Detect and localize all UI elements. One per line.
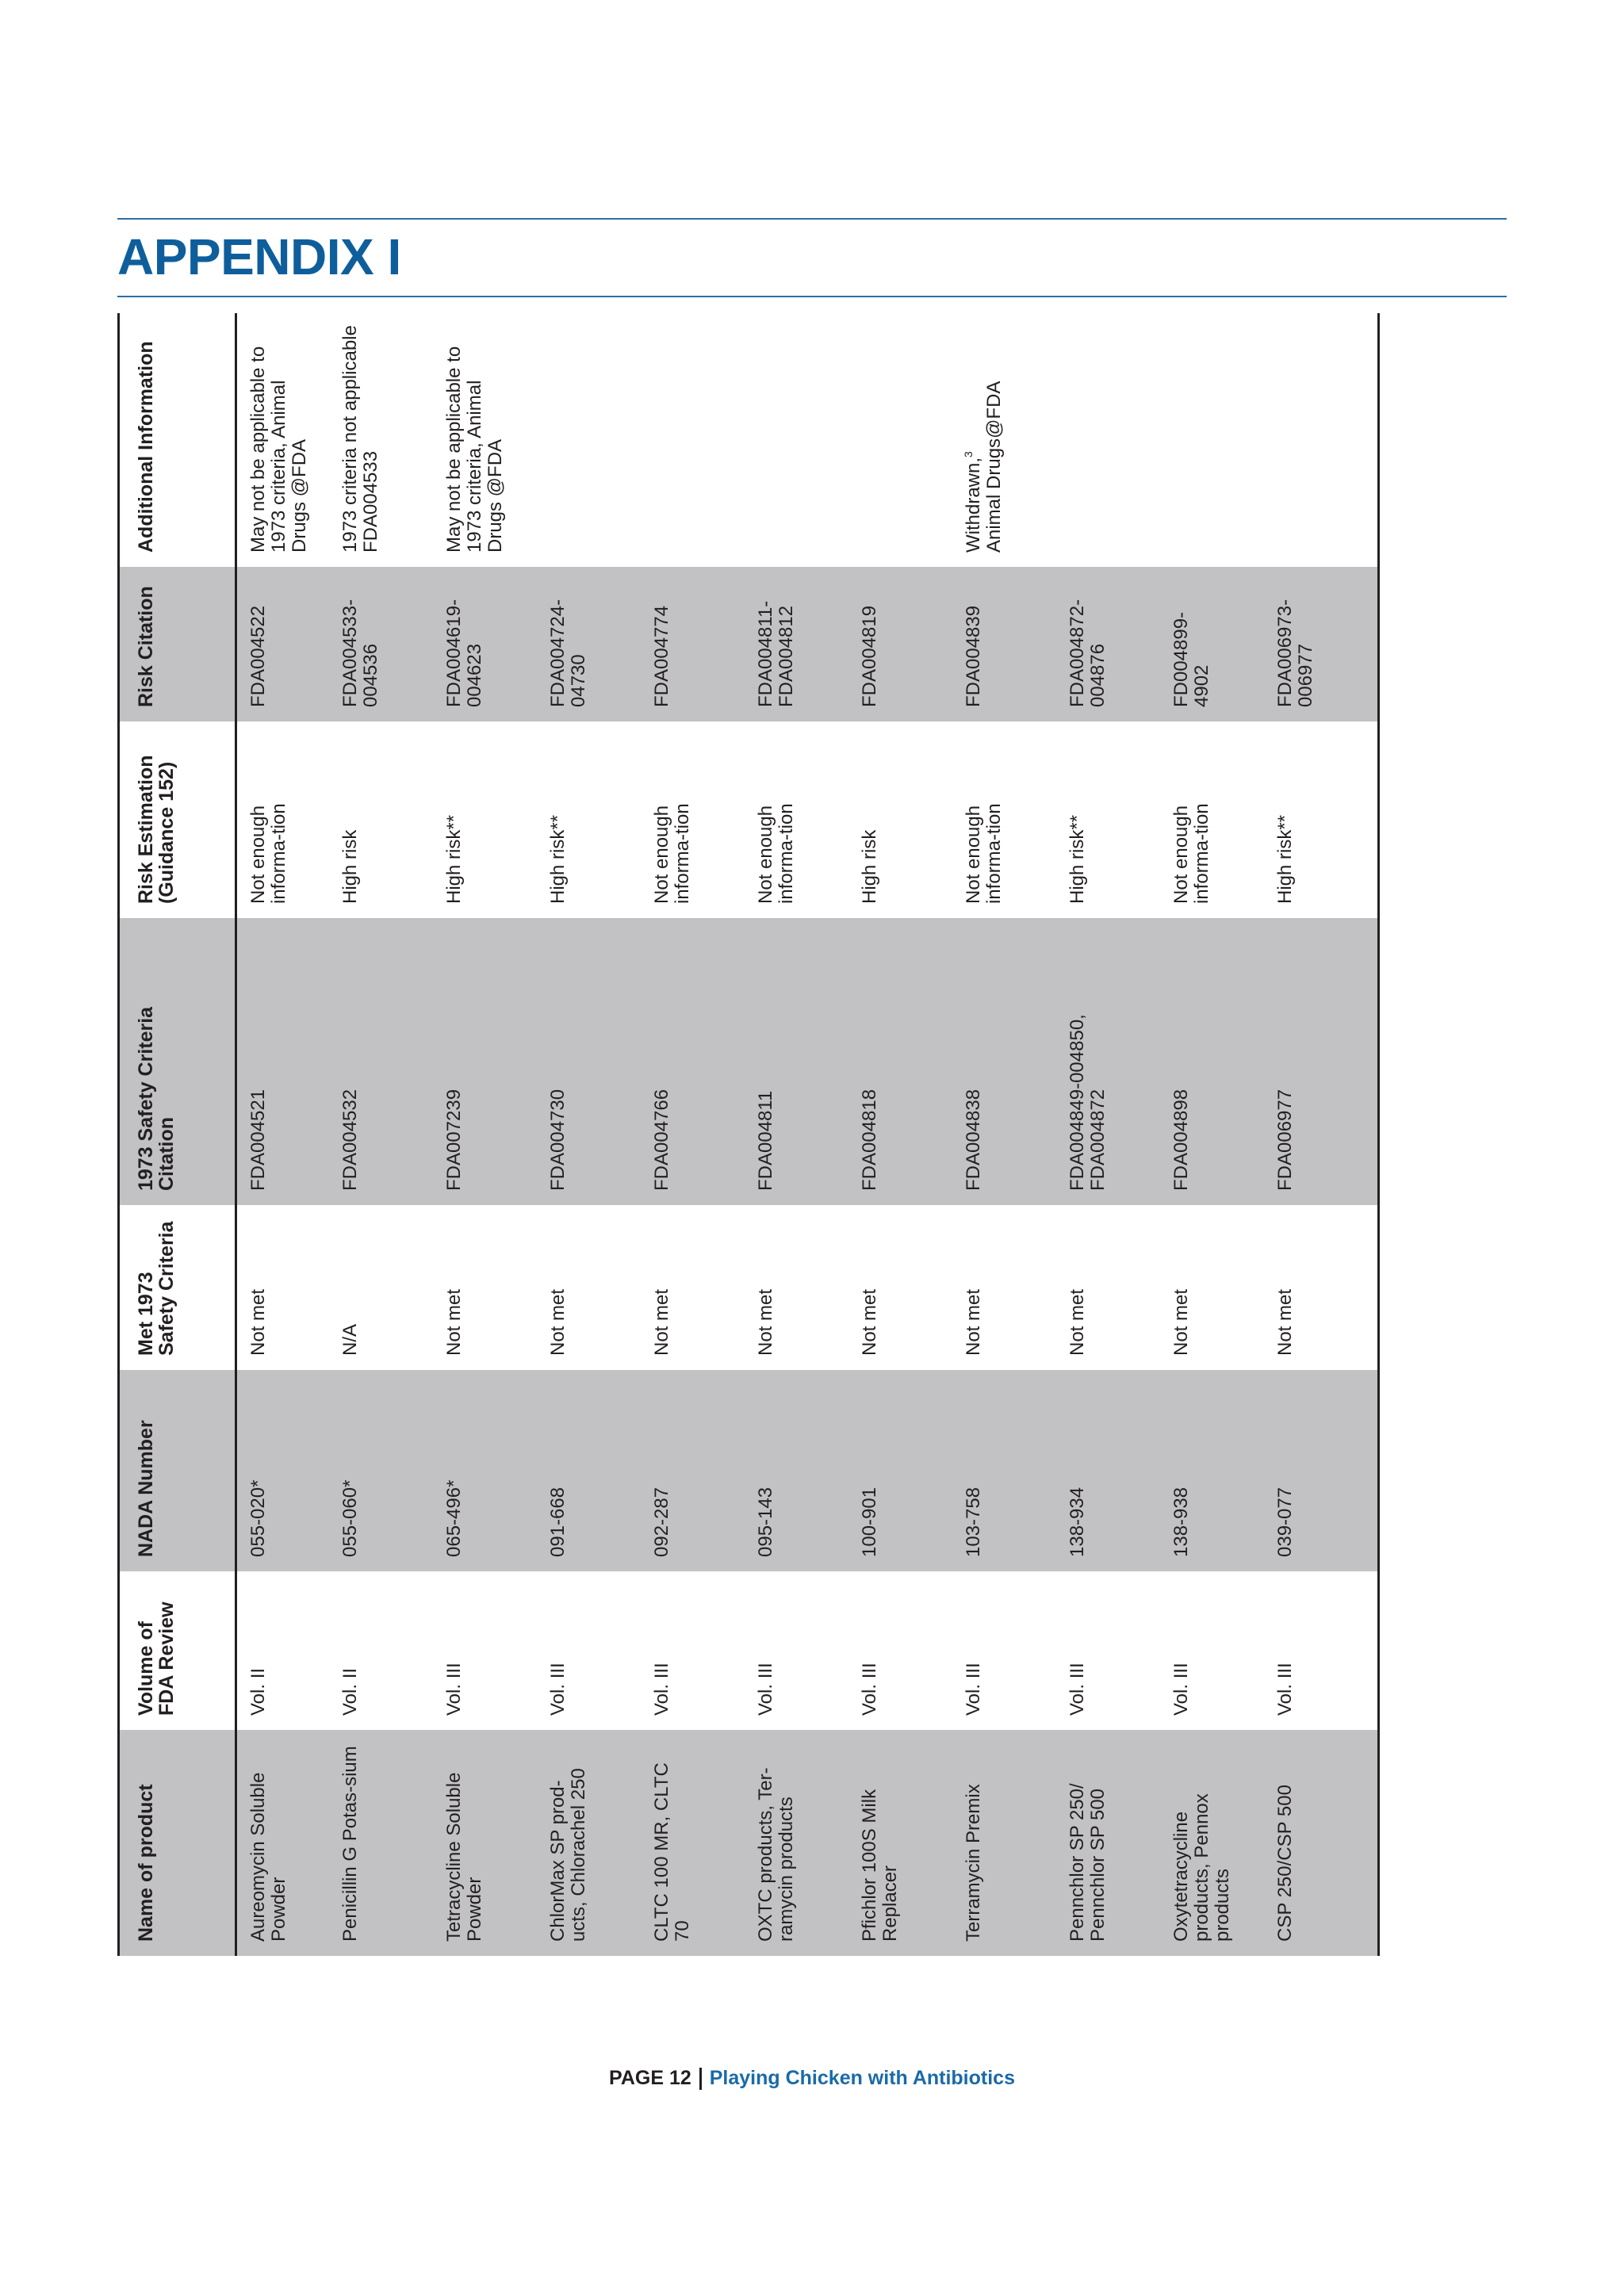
cell-nada-number: 138-938 xyxy=(1171,1370,1275,1571)
cell-nada-number: 103-758 xyxy=(963,1370,1067,1571)
cell-met-1973: Not met xyxy=(754,1288,776,1356)
table-row xyxy=(1275,313,1379,1956)
cell-risk-citation: FDA004811-FDA004812 xyxy=(756,567,860,721)
cell-volume: Vol. III xyxy=(1170,1663,1192,1716)
cell-additional-info xyxy=(860,313,963,567)
table-row xyxy=(1067,313,1171,1956)
cell-risk-estimation: Not enough informa-tion xyxy=(650,803,693,904)
cell-met-1973: Not met xyxy=(442,1288,465,1356)
cell-product-name: CSP 250/CSP 500 xyxy=(1275,1730,1379,1956)
cell-additional-info xyxy=(1275,313,1379,567)
cell-risk-estimation: High risk** xyxy=(1066,814,1088,904)
cell-risk-estimation: Not enough informa-tion xyxy=(962,803,1005,904)
cell-nada-number: 095-143 xyxy=(756,1370,860,1571)
appendix-table xyxy=(117,313,1380,1956)
cell-risk-estimation: Not enough informa-tion xyxy=(754,803,797,904)
cell-volume: Vol. III xyxy=(754,1663,776,1716)
table-row xyxy=(340,313,444,1956)
table-row xyxy=(236,313,340,1956)
cell-met-1973: Not met xyxy=(650,1288,672,1356)
cell-met-1973: Not met xyxy=(546,1288,569,1356)
cell-product-name: Oxytetracycline products, Pennox products xyxy=(1171,1730,1275,1956)
header-1973-citation: 1973 Safety Criteria Citation xyxy=(119,918,236,1205)
cell-nada-number: 138-934 xyxy=(1067,1370,1171,1571)
cell-met-1973: Not met xyxy=(962,1288,984,1356)
cell-volume: Vol. III xyxy=(442,1663,465,1716)
cell-risk-citation: FDA004872-004876 xyxy=(1067,567,1171,721)
cell-met-1973: N/A xyxy=(339,1323,361,1356)
cell-1973-citation: FDA004532 xyxy=(340,918,444,1205)
cell-additional-info: 1973 criteria not applicable FDA004533 xyxy=(339,325,381,553)
cell-risk-citation: FDA004533-004536 xyxy=(340,567,444,721)
cell-risk-citation: FD004899-4902 xyxy=(1171,567,1275,721)
cell-additional-info: May not be applicable to 1973 criteria, Animal Drugs @FDA xyxy=(247,346,310,553)
cell-additional-info: May not be applicable to 1973 criteria, Animal Drugs @FDA xyxy=(442,346,506,553)
cell-1973-citation: FDA004838 xyxy=(963,918,1067,1205)
cell-additional-info xyxy=(1067,313,1171,567)
cell-risk-citation: FDA004522 xyxy=(236,567,340,721)
cell-met-1973: Not met xyxy=(1170,1288,1192,1356)
cell-risk-estimation: Not enough informa-tion xyxy=(1170,803,1212,904)
table-row xyxy=(860,313,963,1956)
cell-risk-estimation: High risk** xyxy=(442,814,465,904)
cell-volume: Vol. III xyxy=(546,1663,569,1716)
cell-volume: Vol. III xyxy=(1275,1571,1379,1730)
cell-product-name: Aureomycin Soluble Powder xyxy=(236,1730,340,1956)
cell-product-name: Penicillin G Potas-sium xyxy=(340,1730,444,1956)
cell-nada-number: 055-060* xyxy=(340,1370,444,1571)
cell-risk-estimation: High risk xyxy=(339,829,361,904)
cell-1973-citation: FDA004818 xyxy=(860,918,963,1205)
cell-risk-citation: FDA004724-04730 xyxy=(548,567,652,721)
header-additional-info: Additional Information xyxy=(119,313,236,567)
cell-met-1973: Not met xyxy=(247,1288,269,1356)
footnote-marker: 3 xyxy=(961,451,975,457)
cell-nada-number: 100-901 xyxy=(860,1370,963,1571)
cell-nada-number: 091-668 xyxy=(548,1370,652,1571)
table-row xyxy=(1171,313,1275,1956)
cell-product-name: Tetracycline Soluble Powder xyxy=(444,1730,548,1956)
cell-volume: Vol. III xyxy=(962,1663,984,1716)
cell-risk-estimation: High risk** xyxy=(546,814,569,904)
cell-volume: Vol. II xyxy=(339,1667,361,1716)
cell-1973-citation: FDA004766 xyxy=(652,918,756,1205)
cell-met-1973: Not met xyxy=(858,1288,880,1356)
cell-additional-info xyxy=(1171,313,1275,567)
cell-product-name: Terramycin Premix xyxy=(963,1730,1067,1956)
cell-risk-citation: FDA004774 xyxy=(652,567,756,721)
header-name-of-product: Name of product xyxy=(119,1730,236,1956)
cell-nada-number: 065-496* xyxy=(444,1370,548,1571)
cell-additional-info xyxy=(548,313,652,567)
cell-1973-citation: FDA004521 xyxy=(236,918,340,1205)
cell-volume: Vol. III xyxy=(1066,1663,1088,1716)
cell-1973-citation: FDA004898 xyxy=(1171,918,1275,1205)
cell-met-1973: Not met xyxy=(1275,1205,1379,1370)
header-volume: Volume of FDA Review xyxy=(119,1571,236,1730)
cell-risk-estimation: Not enough informa-tion xyxy=(247,803,289,904)
table-header-row xyxy=(119,313,236,1956)
table-row xyxy=(444,313,548,1956)
heading-rule-bottom xyxy=(117,296,1507,297)
publication-title: Playing Chicken with Antibiotics xyxy=(709,2067,1015,2089)
appendix-table-region xyxy=(117,313,1351,1956)
cell-nada-number: 092-287 xyxy=(652,1370,756,1571)
cell-additional-info xyxy=(963,313,1067,567)
cell-product-name: ChlorMax SP prod-ucts, Chlorachel 250 xyxy=(548,1730,652,1956)
cell-risk-citation: FDA004839 xyxy=(963,567,1067,721)
cell-volume: Vol. III xyxy=(650,1663,672,1716)
cell-risk-citation: FDA004819 xyxy=(860,567,963,721)
cell-additional-info xyxy=(652,313,756,567)
header-met-1973: Met 1973 Safety Criteria xyxy=(119,1205,236,1370)
cell-risk-estimation: High risk** xyxy=(1275,721,1379,918)
cell-volume: Vol. II xyxy=(247,1667,269,1716)
cell-product-name: Pfichlor 100S Milk Replacer xyxy=(860,1730,963,1956)
cell-additional-info xyxy=(756,313,860,567)
table-row xyxy=(548,313,652,1956)
cell-volume: Vol. III xyxy=(858,1663,880,1716)
page-heading: APPENDIX I xyxy=(117,228,401,285)
heading-rule-top xyxy=(117,218,1507,220)
page-number: PAGE 12 xyxy=(609,2067,691,2089)
cell-1973-citation: FDA004730 xyxy=(548,918,652,1205)
page-footer xyxy=(0,2066,1624,2090)
cell-risk-estimation: High risk xyxy=(858,829,880,904)
cell-product-name: CLTC 100 MR, CLTC 70 xyxy=(652,1730,756,1956)
cell-product-name: OXTC products, Ter-ramycin products xyxy=(756,1730,860,1956)
cell-1973-citation: FDA004849-004850, FDA004872 xyxy=(1067,918,1171,1205)
footer-separator xyxy=(699,2068,702,2090)
cell-1973-citation: FDA004811 xyxy=(756,918,860,1205)
table-row xyxy=(756,313,860,1956)
cell-1973-citation: FDA006977 xyxy=(1275,918,1379,1205)
cell-1973-citation: FDA007239 xyxy=(444,918,548,1205)
info-text: Animal Drugs@FDA xyxy=(982,381,1005,553)
cell-risk-citation: FDA006973-006977 xyxy=(1275,567,1379,721)
table-row xyxy=(652,313,756,1956)
header-nada-number: NADA Number xyxy=(119,1370,236,1571)
cell-risk-citation: FDA004619-004623 xyxy=(444,567,548,721)
header-risk-estimation: Risk Estimation (Guidance 152) xyxy=(119,721,236,918)
cell-nada-number: 055-020* xyxy=(236,1370,340,1571)
cell-nada-number: 039-077 xyxy=(1275,1370,1379,1571)
header-risk-citation: Risk Citation xyxy=(119,567,236,721)
cell-product-name: Pennchlor SP 250/ Pennchlor SP 500 xyxy=(1067,1730,1171,1956)
info-prefix: Withdrawn, xyxy=(962,457,984,553)
table-row xyxy=(963,313,1067,1956)
cell-met-1973: Not met xyxy=(1066,1288,1088,1356)
